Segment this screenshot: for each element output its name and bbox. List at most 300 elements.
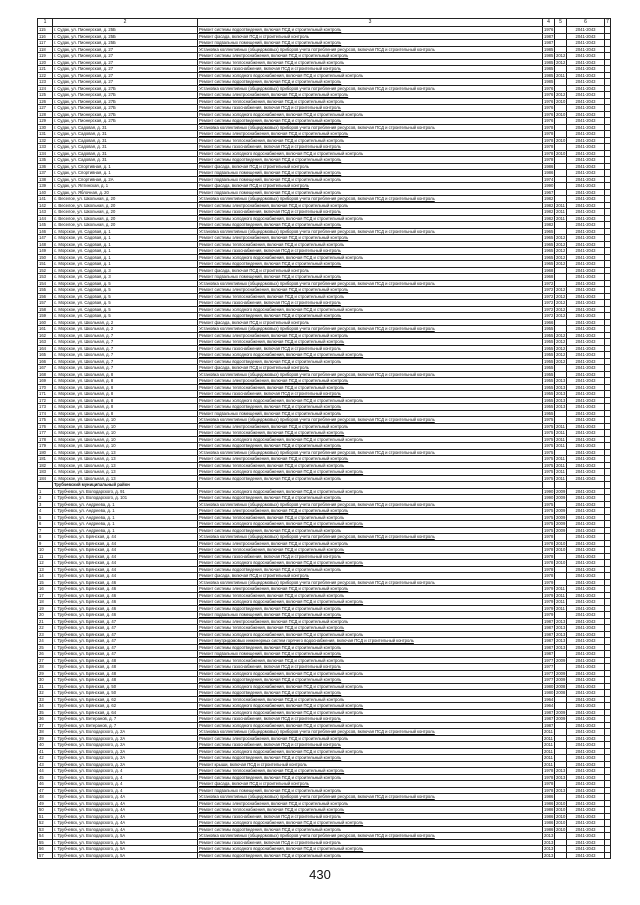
row-number: 179 <box>38 443 53 450</box>
build-year: 1972 <box>544 280 554 286</box>
house-address: г. Трубчевск, ул. Андреева, д. 1 <box>53 501 198 508</box>
work-type: Ремонт фасада, включая ПСД и строительный контроль <box>198 183 543 190</box>
row-number: 54 <box>38 833 53 840</box>
planned-period: 2041-2043 <box>567 813 605 820</box>
house-address: с. Морское, ул. Школьная, д. 7 <box>53 358 198 365</box>
last-repair-year: 2013 <box>556 378 566 383</box>
work-type: Ремонт системы теплоснабжения, включая ПСД и строительный контроль <box>198 696 543 703</box>
build-year: 1978 <box>544 781 554 786</box>
row-number: 147 <box>38 235 53 242</box>
build-year: 1978 <box>544 157 554 162</box>
row-number: 9 <box>38 540 53 547</box>
planned-period: 2041-2043 <box>567 735 605 742</box>
work-type: Ремонт системы холодного водоснабжения, включая ПСД и строительный контроль <box>198 722 543 729</box>
row-number: 35 <box>38 709 53 716</box>
planned-period: 2041-2043 <box>567 540 605 547</box>
row-number: 165 <box>38 352 53 359</box>
planned-period: 2041-2043 <box>567 183 605 190</box>
build-year: 1964 <box>544 696 554 702</box>
work-type: Ремонт системы холодного водоснабжения, включая ПСД и строительный контроль <box>198 748 543 755</box>
row-number: 138 <box>38 176 53 183</box>
planned-period: 2041-2043 <box>567 508 605 515</box>
last-repair-year: 2012 <box>556 345 566 351</box>
planned-period: 2041-2043 <box>567 150 605 157</box>
row-number: 43 <box>38 761 53 768</box>
row-number: 141 <box>38 196 53 203</box>
row-number: 159 <box>38 313 53 320</box>
row-number: 5 <box>38 514 53 521</box>
planned-period: 2041-2043 <box>567 475 605 482</box>
house-address: г. Трубчевск, ул. Брянская, д. 47 <box>53 631 198 638</box>
work-type: Ремонт системы холодного водоснабжения, включая ПСД и строительный контроль <box>198 72 543 79</box>
row-number: 23 <box>38 631 53 638</box>
planned-period: 2041-2043 <box>567 820 605 827</box>
build-year: 2011 <box>544 742 554 747</box>
row-number: 14 <box>38 573 53 580</box>
house-address: г. Судак, ул. Пионерская, д. 27Б <box>53 118 198 125</box>
house-address: г. Трубчевск, ул. Володарского, д. 2А <box>53 729 198 736</box>
last-repair-year: 2010 <box>556 111 566 117</box>
planned-period: 2041-2043 <box>567 423 605 430</box>
build-year: 1975 <box>544 527 554 533</box>
build-year: 2013 <box>544 846 554 851</box>
build-year: 1955 <box>544 384 554 390</box>
planned-period: 2041-2043 <box>567 534 605 541</box>
build-year: 1986 <box>544 826 554 832</box>
work-type: Ремонт системы водоотведения, включая ПСД и строительный контроль <box>198 222 543 229</box>
build-year: 1955 <box>544 345 554 351</box>
work-type: Ремонт системы холодного водоснабжения, включая ПСД и строительный контроль <box>198 521 543 528</box>
last-repair-year: 2011 <box>556 436 566 442</box>
build-year: 1985 <box>544 79 554 84</box>
row-number: 39 <box>38 735 53 742</box>
build-year: 1975 <box>544 443 554 448</box>
build-year: 1974 <box>544 176 554 182</box>
work-type: Ремонт системы теплоснабжения, включая ПСД и строительный контроль <box>198 625 543 632</box>
build-year: 1975 <box>544 462 554 468</box>
house-address: г. Трубчевск, ул. Брянская, д. 47 <box>53 618 198 625</box>
work-type: Ремонт системы электроснабжения, включая ПСД и строительный контроль <box>198 586 543 593</box>
work-type: Ремонт системы электроснабжения, включая ПСД и строительный контроль <box>198 332 543 339</box>
house-address: г. Судак, ул. Пионерская, д. 27 <box>53 79 198 86</box>
work-type: Ремонт системы электроснабжения, включая ПСД и строительный контроль <box>198 800 543 807</box>
planned-period: 2041-2043 <box>567 462 605 469</box>
row-number: 163 <box>38 339 53 346</box>
house-address: г. Трубчевск, ул. Брянская, д. 44 <box>53 573 198 580</box>
planned-period: 2041-2043 <box>567 111 605 118</box>
work-type: Ремонт системы водоотведения, включая ПСД и строительный контроль <box>198 755 543 762</box>
row-number: 37 <box>38 722 53 729</box>
build-year: 1955 <box>544 410 554 416</box>
planned-period: 2041-2043 <box>567 690 605 697</box>
planned-period: 2041-2043 <box>567 66 605 73</box>
house-address: г. Трубчевск, ул. Андреева, д. 1 <box>53 521 198 528</box>
build-year: 1978 <box>544 768 554 773</box>
planned-period: 2041-2043 <box>567 124 605 131</box>
row-number: 48 <box>38 794 53 801</box>
house-address: г. Трубчевск, ул. Андреева, д. 1 <box>53 508 198 515</box>
house-address: г. Трубчевск, ул. Брянская, д. 46 <box>53 586 198 593</box>
planned-period: 2041-2043 <box>567 755 605 762</box>
header-col-5: 5 <box>555 19 567 27</box>
work-type: Ремонт системы электроснабжения, включая ПСД и строительный контроль <box>198 456 543 463</box>
row-number: 124 <box>38 85 53 92</box>
build-year: 1987 <box>544 709 554 715</box>
build-year: 1986 <box>544 820 554 825</box>
work-type: Ремонт системы холодного водоснабжения, включая ПСД и строительный контроль <box>198 846 543 853</box>
row-number: 183 <box>38 469 53 476</box>
last-repair-year: 2012 <box>556 254 566 260</box>
row-number: 162 <box>38 332 53 339</box>
work-type: Ремонт системы электроснабжения, включая ПСД и строительный контроль <box>198 53 543 60</box>
row-number: 16 <box>38 586 53 593</box>
work-type: Ремонт подвальных помещений, включая ПСД и строительный контроль <box>198 410 543 417</box>
work-type: Ремонт системы электроснабжения, включая ПСД и строительный контроль <box>198 92 543 99</box>
table-body <box>38 27 611 859</box>
build-year: 1987 <box>544 722 554 728</box>
planned-period: 2041-2043 <box>567 846 605 853</box>
build-year: 1955 <box>544 391 554 396</box>
house-address: г. Трубчевск, ул. Брянская, д. 44 <box>53 560 198 567</box>
house-address: г. Трубчевск, ул. Володарского, д. 4А <box>53 794 198 801</box>
last-repair-year: 2011 <box>556 430 566 435</box>
planned-period: 2041-2043 <box>567 40 605 47</box>
row-number: 131 <box>38 131 53 138</box>
work-type: Ремонт крыши, включая ПСД и строительный контроль <box>198 761 543 768</box>
work-type: Ремонт системы водоотведения, включая ПСД и строительный контроль <box>198 495 543 502</box>
row-number: 2 <box>38 495 53 502</box>
planned-period: 2041-2043 <box>567 365 605 372</box>
header-col-4: 4 <box>543 19 555 27</box>
planned-period: 2041-2043 <box>567 495 605 502</box>
house-address: г. Судак, ул. Пионерская, д. 27 <box>53 59 198 66</box>
row-number: 148 <box>38 241 53 248</box>
planned-period: 2041-2043 <box>567 332 605 339</box>
work-type: Установка коллективных (общедомовых) приборов учета потребления ресурсов, включая ПСД и строительный контроль <box>198 417 543 424</box>
work-type: Ремонт системы газоснабжения, включая ПСД и строительный контроль <box>198 391 543 398</box>
house-address: г. Судак, ул. Спортивная, д. 1 <box>53 163 198 170</box>
house-address: г. Трубчевск, ул. Брянская, д. 62 <box>53 703 198 710</box>
planned-period: 2041-2043 <box>567 592 605 599</box>
row-number: 120 <box>38 59 53 66</box>
house-address: с. Морское, ул. Школьная, д. 7 <box>53 365 198 372</box>
last-repair-year: 2012 <box>556 352 566 357</box>
row-number: 168 <box>38 371 53 378</box>
work-type: Ремонт системы газоснабжения, включая ПСД и строительный контроль <box>198 105 543 112</box>
work-type: Ремонт системы водоотведения, включая ПСД и строительный контроль <box>198 358 543 365</box>
work-type: Установка коллективных (общедомовых) приборов учета потребления ресурсов, включая ПСД и строительный контроль <box>198 534 543 541</box>
row-number: 129 <box>38 118 53 125</box>
house-address: г. Трубчевск, ул. Брянская, д. 46 <box>53 605 198 612</box>
house-address: г. Трубчевск, ул. Брянская, д. 47 <box>53 625 198 632</box>
planned-period: 2041-2043 <box>567 612 605 619</box>
last-repair-year: 2013 <box>556 774 566 780</box>
row-number: 22 <box>38 625 53 632</box>
house-address: г. Судак, ул. Садовая, д. 31 <box>53 144 198 151</box>
planned-period: 2041-2043 <box>567 599 605 606</box>
house-address: с. Морское, ул. Садовая, д. 5 <box>53 300 198 307</box>
build-year: 1966 <box>544 319 554 325</box>
build-year: 1978 <box>544 573 554 578</box>
house-address: с. Морское, ул. Садовая, д. 1 <box>53 254 198 261</box>
row-number: 1 <box>38 488 53 495</box>
row-number: 134 <box>38 150 53 157</box>
planned-period: 2041-2043 <box>567 430 605 437</box>
work-type: Ремонт подвальных помещений, включая ПСД и строительный контроль <box>198 787 543 794</box>
planned-period: 2041-2043 <box>567 794 605 801</box>
build-year: 1955 <box>544 365 554 370</box>
row-number: 46 <box>38 781 53 788</box>
planned-period: 2041-2043 <box>567 293 605 300</box>
planned-period: 2041-2043 <box>567 833 605 840</box>
house-address: г. Трубчевск, ул. Володарского, д. 4 <box>53 787 198 794</box>
house-address: г. Судак, ул. Пионерская, д. 27 <box>53 53 198 60</box>
build-year: 1978 <box>544 787 554 793</box>
row-number: 49 <box>38 800 53 807</box>
planned-period: 2041-2043 <box>567 839 605 846</box>
build-year: 1968 <box>544 274 554 279</box>
last-repair-year: 2009 <box>556 709 566 715</box>
planned-period: 2041-2043 <box>567 625 605 632</box>
house-address: г. Судак, ул. Яблочная, д. 20 <box>53 189 198 196</box>
planned-period: 2041-2043 <box>567 774 605 781</box>
build-year: 1987 <box>544 33 554 39</box>
planned-period: 2041-2043 <box>567 202 605 209</box>
work-type: Ремонт системы холодного водоснабжения, включая ПСД и строительный контроль <box>198 469 543 476</box>
work-type: Ремонт системы холодного водоснабжения, включая ПСД и строительный контроль <box>198 111 543 118</box>
house-address: г. Трубчевск, ул. Володарского, д. 5А <box>53 846 198 853</box>
build-year: 1964 <box>544 703 554 708</box>
last-repair-year: 2010 <box>556 813 566 819</box>
build-year: 1977 <box>544 670 554 676</box>
planned-period: 2041-2043 <box>567 443 605 450</box>
build-year: 1978 <box>544 774 554 780</box>
build-year: 1965 <box>544 254 554 260</box>
build-year: 1980 <box>544 683 554 689</box>
planned-period: 2041-2043 <box>567 573 605 580</box>
work-type: Ремонт системы водоотведения, включая ПСД и строительный контроль <box>198 852 543 859</box>
build-year: 1975 <box>544 469 554 474</box>
row-number: 52 <box>38 820 53 827</box>
planned-period: 2041-2043 <box>567 267 605 274</box>
row-number: 173 <box>38 404 53 411</box>
house-address: г. Трубчевск, ул. Брянская, д. 46 <box>53 599 198 606</box>
last-repair-year: 2011 <box>556 586 566 591</box>
build-year: 1965 <box>544 228 554 234</box>
work-type: Ремонт системы теплоснабжения, включая ПСД и строительный контроль <box>198 592 543 599</box>
planned-period: 2041-2043 <box>567 306 605 313</box>
house-address: с. Морское, ул. Школьная, д. 10 <box>53 423 198 430</box>
build-year: 1987 <box>544 638 554 643</box>
build-year: 1982 <box>544 202 554 208</box>
last-repair-year: 2011 <box>556 202 566 208</box>
house-address: с. Морское, ул. Школьная, д. 13 <box>53 469 198 476</box>
row-number: 172 <box>38 397 53 404</box>
row-number: 171 <box>38 391 53 398</box>
work-type: Установка коллективных (общедомовых) приборов учета потребления ресурсов, включая ПСД и строительный контроль <box>198 46 543 53</box>
build-year: 1975 <box>544 449 554 455</box>
house-address: г. Трубчевск, ул. Брянская, д. 44 <box>53 534 198 541</box>
work-type: Ремонт системы холодного водоснабжения, включая ПСД и строительный контроль <box>198 670 543 677</box>
house-address: г. Трубчевск, ул. Брянская, д. 44 <box>53 547 198 554</box>
last-repair-year: 2011 <box>556 599 566 604</box>
last-repair-year <box>555 852 567 859</box>
planned-period: 2041-2043 <box>567 651 605 658</box>
house-address: с. Морское, ул. Школьная, д. 8 <box>53 397 198 404</box>
planned-period: 2041-2043 <box>567 222 605 229</box>
last-repair-year: 2011 <box>556 423 566 429</box>
planned-period: 2041-2043 <box>567 105 605 112</box>
row-number: 167 <box>38 365 53 372</box>
row-number: 17 <box>38 592 53 599</box>
planned-period: 2041-2043 <box>567 722 605 729</box>
work-type: Ремонт системы водоотведения, включая ПСД и строительный контроль <box>198 690 543 697</box>
header-col-6: 6 <box>567 19 605 27</box>
header-col-7: 7 <box>606 19 609 25</box>
row-number: 53 <box>38 826 53 833</box>
work-type: Ремонт системы водоотведения, включая ПСД и строительный контроль <box>198 774 543 781</box>
house-address: с. Веселое, ул. Школьная, д. 20 <box>53 196 198 203</box>
build-year: 1987 <box>544 651 554 656</box>
row-number: 132 <box>38 137 53 144</box>
planned-period: 2041-2043 <box>567 261 605 268</box>
planned-period: 2041-2043 <box>567 677 605 684</box>
work-type: Ремонт системы водоотведения, включая ПСД и строительный контроль <box>198 644 543 651</box>
planned-period: 2041-2043 <box>567 131 605 138</box>
house-address: Трубчевский муниципальный район <box>53 482 198 489</box>
work-type: Ремонт фасада, включая ПСД и строительный контроль <box>198 267 543 274</box>
house-address: г. Трубчевск, ул. Володарского, д. 5А <box>53 833 198 840</box>
work-type: Ремонт системы водоотведения, включая ПСД и строительный контроль <box>198 404 543 411</box>
last-repair-year: 2010 <box>556 137 566 143</box>
build-year: 1975 <box>544 430 554 435</box>
planned-period: 2041-2043 <box>567 235 605 242</box>
house-address: г. Судак, ул. Пионерская, д. 27 <box>53 66 198 73</box>
house-address: с. Морское, ул. Школьная, д. 13 <box>53 475 198 482</box>
row-number: 125 <box>38 92 53 99</box>
build-year: 1978 <box>544 144 554 149</box>
planned-period: 2041-2043 <box>567 248 605 255</box>
build-year: 1955 <box>544 404 554 409</box>
work-type: Ремонт системы холодного водоснабжения, включая ПСД и строительный контроль <box>198 397 543 404</box>
work-type: Ремонт системы водоотведения, включая ПСД и строительный контроль <box>198 605 543 612</box>
last-repair-year: 2011 <box>556 605 566 611</box>
build-year: 2011 <box>544 729 554 734</box>
planned-period: 2041-2043 <box>567 768 605 775</box>
row-number: 24 <box>38 638 53 645</box>
planned-period: 2041-2043 <box>567 352 605 359</box>
last-repair-year: 2012 <box>556 358 566 364</box>
house-address: с. Морское, ул. Садовая, д. 1 <box>53 248 198 255</box>
last-repair-year: 2012 <box>556 235 566 240</box>
house-address: г. Трубчевск, ул. Брянская, д. 50 <box>53 683 198 690</box>
row-number: 158 <box>38 306 53 313</box>
planned-period: 2041-2043 <box>567 144 605 151</box>
house-address: г. Судак, ул. Спортивная, д. 2А <box>53 176 198 183</box>
build-year: 1955 <box>544 397 554 403</box>
build-year: 1986 <box>544 794 554 799</box>
build-year: 1979 <box>544 605 554 611</box>
table-header-row <box>38 19 611 27</box>
house-address: с. Морское, ул. Школьная, д. 2 <box>53 319 198 326</box>
planned-period: 2041-2043 <box>567 384 605 391</box>
build-year: 1972 <box>544 287 554 292</box>
house-address: г. Трубчевск, ул. Володарского, д. 2А <box>53 735 198 742</box>
house-address: г. Судак, ул. Спортивная, д. 1 <box>53 170 198 177</box>
build-year: 1985 <box>544 46 554 52</box>
build-year: 1978 <box>544 553 554 559</box>
house-address: с. Морское, ул. Садовая, д. 5 <box>53 280 198 287</box>
house-address: с. Морское, ул. Школьная, д. 10 <box>53 443 198 450</box>
planned-period: 2041-2043 <box>567 436 605 443</box>
planned-period: 2041-2043 <box>567 157 605 164</box>
house-address: с. Морское, ул. Садовая, д. 1 <box>53 241 198 248</box>
work-type: Ремонт фасада, включая ПСД и строительный контроль <box>198 163 543 170</box>
work-type: Ремонт системы теплоснабжения, включая ПСД и строительный контроль <box>198 339 543 346</box>
last-repair-year: 2011 <box>556 475 566 481</box>
planned-period: 2041-2043 <box>567 378 605 385</box>
work-type: Ремонт системы газоснабжения, включая ПСД и строительный контроль <box>198 345 543 352</box>
row-number: 3 <box>38 501 53 508</box>
work-type: Ремонт системы электроснабжения, включая ПСД и строительный контроль <box>198 618 543 625</box>
work-type: Ремонт системы газоснабжения, включая ПСД и строительный контроль <box>198 66 543 73</box>
work-type: Установка коллективных (общедомовых) приборов учета потребления ресурсов, включая ПСД и строительный контроль <box>198 280 543 287</box>
house-address: с. Морское, ул. Школьная, д. 13 <box>53 462 198 469</box>
row-number: 19 <box>38 605 53 612</box>
build-year: 1975 <box>544 521 554 526</box>
build-year: 1982 <box>544 222 554 227</box>
row-number: 115 <box>38 27 53 34</box>
planned-period: 2041-2043 <box>567 488 605 495</box>
work-type: Ремонт системы холодного водоснабжения, включая ПСД и строительный контроль <box>198 488 543 495</box>
house-address: г. Трубчевск, ул. Брянская, д. 44 <box>53 553 198 560</box>
header-col-1: 1 <box>38 19 53 27</box>
row-number: 150 <box>38 254 53 261</box>
planned-period: 2041-2043 <box>567 417 605 424</box>
house-address: с. Морское, ул. Школьная, д. 10 <box>53 417 198 424</box>
row-number: 47 <box>38 787 53 794</box>
last-repair-year: 2013 <box>556 768 566 773</box>
planned-period: 2041-2043 <box>567 397 605 404</box>
house-address: с. Морское, ул. Школьная, д. 13 <box>53 449 198 456</box>
planned-period: 2041-2043 <box>567 566 605 573</box>
build-year: 1978 <box>544 150 554 156</box>
work-type: Установка коллективных (общедомовых) приборов учета потребления ресурсов, включая ПСД и строительный контроль <box>198 729 543 736</box>
house-address: с. Морское, ул. Садовая, д. 5 <box>53 287 198 294</box>
house-address: г. Трубчевск, ул. Володарского, д. 5А <box>53 839 198 846</box>
row-number: 149 <box>38 248 53 255</box>
work-type: Ремонт системы теплоснабжения, включая ПСД и строительный контроль <box>198 384 543 391</box>
house-address: г. Судак, ул. Пионерская, д. 25Б <box>53 33 198 40</box>
planned-period: 2041-2043 <box>567 79 605 86</box>
build-year: 1955 <box>544 326 554 331</box>
build-year: 1978 <box>544 547 554 552</box>
header-col-2: 2 <box>53 19 198 27</box>
planned-period: 2041-2043 <box>567 287 605 294</box>
work-type: Установка коллективных (общедомовых) приборов учета потребления ресурсов, включая ПСД и строительный контроль <box>198 501 543 508</box>
work-type: Ремонт подвальных помещений, включая ПСД и строительный контроль <box>198 274 543 281</box>
house-address: г. Трубчевск, ул. Ветеранов, д. 7 <box>53 716 198 723</box>
last-repair-year: 2012 <box>556 293 566 299</box>
planned-period: 2041-2043 <box>567 98 605 105</box>
house-address: г. Трубчевск, ул. Брянская, д. 44 <box>53 540 198 547</box>
house-address: с. Морское, ул. Школьная, д. 10 <box>53 430 198 437</box>
work-type: Ремонт системы теплоснабжения, включая ПСД и строительный контроль <box>198 547 543 554</box>
row-number: 180 <box>38 449 53 456</box>
work-type: Ремонт системы холодного водоснабжения, включая ПСД и строительный контроль <box>198 436 543 443</box>
house-address: г. Трубчевск, ул. Володарского, д. 2А <box>53 748 198 755</box>
planned-period: 2041-2043 <box>567 527 605 534</box>
